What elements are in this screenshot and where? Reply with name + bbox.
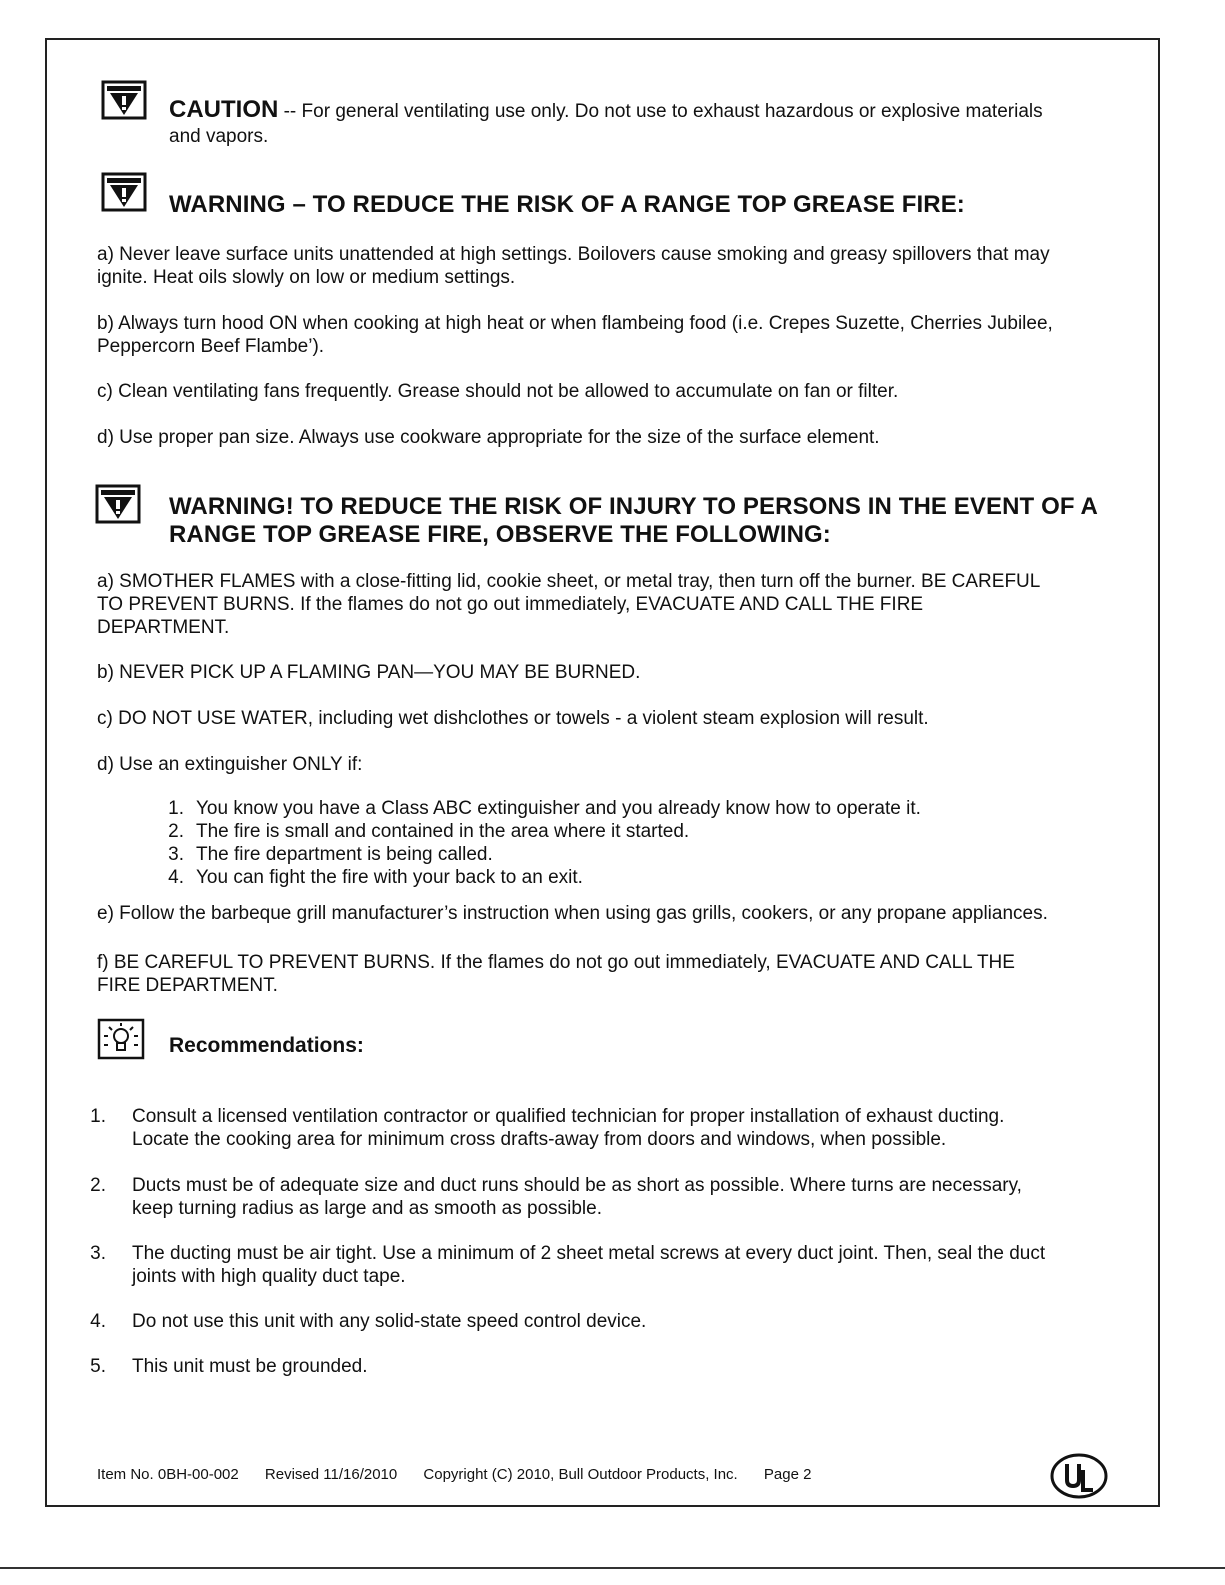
recommendation-line2: joints with high quality duct tape. [132,1266,406,1287]
warning-injury-heading [169,493,1098,549]
recommendation-item [72,1355,1132,1378]
warning-injury-heading-line1: WARNING! TO REDUCE THE RISK OF INJURY TO PERSONS IN THE EVENT OF A [169,493,1098,520]
warning1-item-a [97,243,1050,289]
list-number: 4. [168,867,184,888]
warning2-item-a-line1: a) SMOTHER FLAMES with a close-fitting lid, cookie sheet, or metal tray, then turn off the burner. BE CAREFUL [97,571,1041,592]
warning2-item-a-line2: TO PREVENT BURNS. If the flames do not go out immediately, EVACUATE AND CALL THE FIRE [97,594,924,615]
footer-copyright: Copyright (C) 2010, Bull Outdoor Products, Inc. [423,1466,738,1483]
list-text: The fire department is being called. [196,844,493,865]
caution-line-2: and vapors. [169,126,269,147]
warning1-item-a-line2: ignite. Heat oils slowly on low or medium settings. [97,267,516,288]
recommendation-item [72,1310,1132,1333]
page-footer [97,1466,833,1483]
ul-listing-logo [1049,1452,1109,1500]
warning1-item-b [97,312,1053,358]
warning2-item-a-line3: DEPARTMENT. [97,617,230,638]
scan-edge-line [0,1567,1225,1569]
warning-injury-hazard-icon [95,484,141,524]
recommendation-item [72,1242,1132,1288]
recommendation-line2: keep turning radius as large and as smooth as possible. [132,1198,602,1219]
recommendation-line1: The ducting must be air tight. Use a minimum of 2 sheet metal screws at every duct joint. Then, seal the duct [132,1243,1046,1264]
list-number: 5. [90,1356,106,1377]
footer-page-number: Page 2 [763,1466,812,1483]
warning2-item-b: b) NEVER PICK UP A FLAMING PAN—YOU MAY BE BURNED. [97,662,641,683]
warning2-item-c: c) DO NOT USE WATER, including wet dishclothes or towels - a violent steam explosion will result. [97,708,929,729]
recommendations-heading: Recommendations: [169,1034,364,1057]
extinguisher-list-item [160,866,1060,889]
warning2-item-e: e) Follow the barbeque grill manufacturer’s instruction when using gas grills, cookers, or any propane appliances. [97,903,1048,924]
list-number: 1. [90,1106,106,1127]
caution-dash: -- [278,101,302,122]
warning2-item-f [97,951,1015,997]
caution-title: CAUTION [169,96,279,123]
recommendation-line1: This unit must be grounded. [132,1356,368,1377]
recommendation-line1: Ducts must be of adequate size and duct runs should be as short as possible. Where turns are necessary, [132,1175,1022,1196]
caution-text: For general ventilating use only. Do not use to exhaust hazardous or explosive materials [301,101,1043,122]
warning2-item-f-line1: f) BE CAREFUL TO PREVENT BURNS. If the flames do not go out immediately, EVACUATE AND CALL THE [97,952,1015,973]
list-text: You know you have a Class ABC extinguisher and you already know how to operate it. [196,798,921,819]
warning-grease-fire-heading: WARNING – TO REDUCE THE RISK OF A RANGE TOP GREASE FIRE: [169,191,965,218]
warning1-item-b-line1: b) Always turn hood ON when cooking at high heat or when flambeing food (i.e. Crepes Suzette, Cherries Jubilee, [97,313,1053,334]
list-number: 1. [168,798,184,819]
footer-revised-date: Revised 11/16/2010 [264,1466,398,1483]
recommendation-item [72,1174,1132,1220]
list-number: 3. [168,844,184,865]
list-number: 4. [90,1311,106,1332]
extinguisher-list-item [160,820,1060,843]
list-text: You can fight the fire with your back to an exit. [196,867,583,888]
recommendation-line1: Consult a licensed ventilation contractor or qualified technician for proper installation of exhaust ducting. [132,1106,1005,1127]
recommendation-item [72,1105,1132,1151]
warning-hazard-icon [101,172,147,212]
list-text: The fire is small and contained in the area where it started. [196,821,690,842]
lightbulb-icon [97,1018,145,1060]
recommendation-line2: Locate the cooking area for minimum cross drafts-away from doors and windows, when possible. [132,1129,947,1150]
warning1-item-d: d) Use proper pan size. Always use cookware appropriate for the size of the surface element. [97,427,880,448]
warning1-item-c: c) Clean ventilating fans frequently. Grease should not be allowed to accumulate on fan or filter. [97,381,899,402]
warning1-item-b-line2: Peppercorn Beef Flambe’). [97,336,325,357]
caution-hazard-icon [101,80,147,120]
recommendation-line1: Do not use this unit with any solid-state speed control device. [132,1311,647,1332]
caution-line-1 [169,98,1043,123]
warning2-item-d: d) Use an extinguisher ONLY if: [97,754,363,775]
warning-injury-heading-line2: RANGE TOP GREASE FIRE, OBSERVE THE FOLLOWING: [169,521,831,548]
list-number: 2. [168,821,184,842]
footer-item-number: Item No. 0BH-00-002 [97,1466,239,1483]
list-number: 3. [90,1243,106,1264]
warning2-item-f-line2: FIRE DEPARTMENT. [97,975,278,996]
extinguisher-list-item [160,797,1060,820]
extinguisher-list-item [160,843,1060,866]
list-number: 2. [90,1175,106,1196]
warning1-item-a-line1: a) Never leave surface units unattended at high settings. Boilovers cause smoking and greasy spillovers that may [97,244,1050,265]
warning2-item-a [97,570,1040,639]
